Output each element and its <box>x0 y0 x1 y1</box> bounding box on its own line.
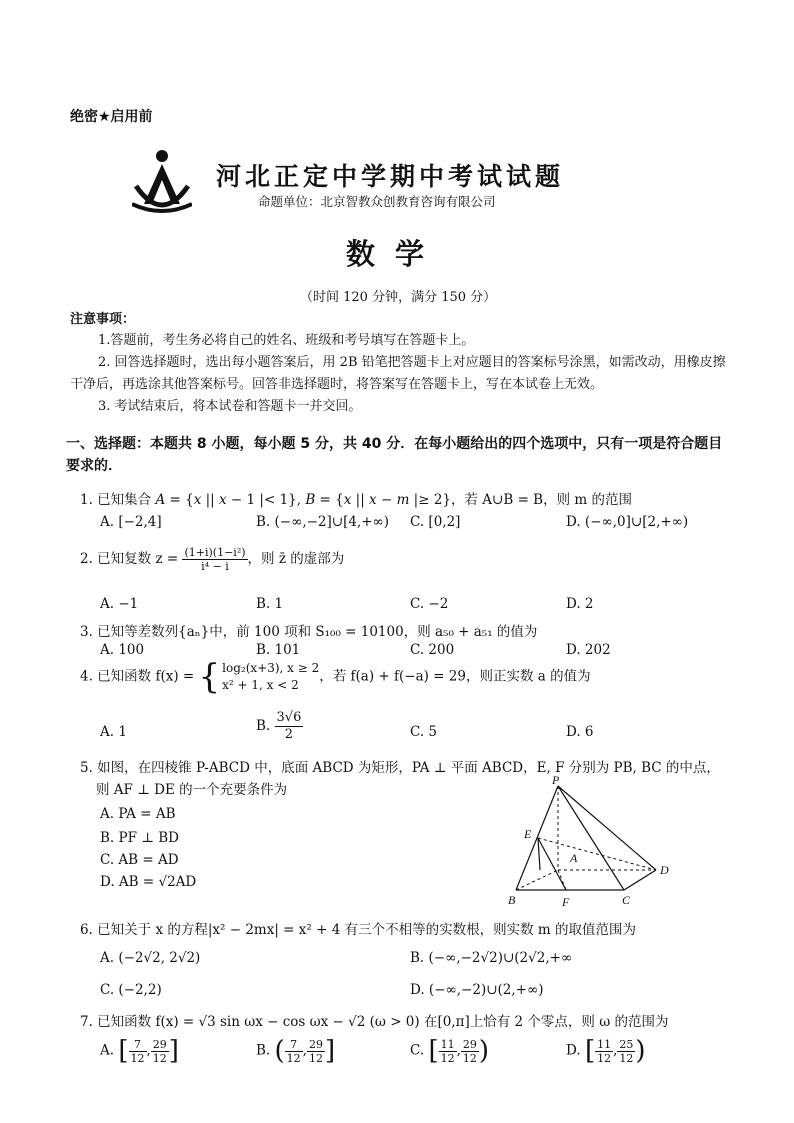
q2-option-c: C. −2 <box>410 596 449 612</box>
question-3-stem: 3. 已知等差数列{aₙ}中，前 100 项和 S₁₀₀ = 10100，则 a₅₀ + a₅₁ 的值为 <box>80 624 538 640</box>
q7-b-frac-1 <box>285 1038 303 1065</box>
q7-option-a: A. [ $\frac{7}{12}$ , $\frac{29}{12}$ ] <box>100 1036 179 1066</box>
q7-c-frac-2 <box>461 1038 479 1065</box>
q7-c-d1: 12 <box>440 1051 455 1065</box>
section-heading: 一、选择题：本题共 8 小题，每小题 5 分，共 40 分．在每小题给出的四个选项中，只有一项是符合题目要求的． <box>66 436 723 474</box>
q7-c-n2: 29 <box>462 1037 477 1051</box>
q7-d-frac-2 <box>617 1038 635 1065</box>
q4-option-b-fraction <box>275 710 304 743</box>
q2-numerator: (1+i)(1−i²) <box>184 546 246 559</box>
q6-option-d: D. (−∞,−2)∪(2,+∞) <box>410 982 544 998</box>
q2-stem-a: 2. 已知复数 z = <box>80 551 183 567</box>
notice-item: 3. 考试结束后，将本试卷和答题卡一并交回。 <box>98 399 362 414</box>
q7-d-d2: 12 <box>619 1051 634 1065</box>
q7-d-left-bracket: [ <box>584 1036 596 1066</box>
q2-option-a: A. −1 <box>100 596 139 612</box>
notice-list <box>70 330 730 418</box>
exam-unit: 命题单位：北京智教众创教育咨询有限公司 <box>258 194 496 209</box>
segment-AF-hidden <box>558 870 566 890</box>
q4-option-d: D. 6 <box>566 724 594 740</box>
question-4-stem <box>80 657 591 697</box>
segment-EF <box>538 838 566 890</box>
q4-stem-b: ，若 f(a) + f(−a) = 29，则正实数 a 的值为 <box>319 668 591 685</box>
subject-title: 数学 <box>346 237 445 271</box>
q5-option-d: D. AB = √2AD <box>100 874 197 890</box>
segment-E-mid <box>538 838 540 870</box>
q1-option-a: A. [−2,4] <box>100 514 162 530</box>
q7-b-d2: 12 <box>308 1051 323 1065</box>
q2-option-b: B. 1 <box>256 596 284 612</box>
label-C: C <box>622 893 631 907</box>
question-5-line-2: 则 AF ⊥ DE 的一个充要条件为 <box>96 782 288 798</box>
q6-option-c: C. (−2,2) <box>100 982 162 998</box>
q7-b-frac-2 <box>307 1038 325 1065</box>
q3-option-a: A. 100 <box>100 642 145 658</box>
q7-a-d2: 12 <box>152 1051 167 1065</box>
question-1-stem <box>80 488 632 508</box>
q7-c-left-bracket: [ <box>428 1036 439 1066</box>
q7-c-right-bracket: ) <box>478 1036 490 1066</box>
q7-option-b: B. ( $\frac{7}{12}$ , $\frac{29}{12}$ ] <box>256 1036 336 1066</box>
q4-brace: { <box>198 657 221 697</box>
notice-heading: 注意事项： <box>70 312 136 327</box>
q7-a-d1: 12 <box>130 1051 145 1065</box>
edge-PC <box>558 786 624 890</box>
q3-option-b: B. 101 <box>256 642 301 658</box>
q2-fraction <box>182 546 247 573</box>
q7-d-d1: 12 <box>597 1051 612 1065</box>
question-6-stem: 6. 已知关于 x 的方程|x² − 2mx| = x² + 4 有三个不相等的实数根，则实数 m 的取值范围为 <box>80 922 636 938</box>
q2-stem-b: ，则 z̄ 的虚部为 <box>247 551 345 567</box>
label-E: E <box>524 827 532 841</box>
label-F: F <box>562 895 570 909</box>
q6-option-b: B. (−∞,−2√2)∪(2√2,+∞ <box>410 950 573 966</box>
exam-title: 河北正定中学期中考试试题 <box>216 162 565 191</box>
q7-a-frac-2 <box>151 1038 169 1065</box>
q7-a-right-bracket: ] <box>168 1036 179 1066</box>
q5-option-a: A. PA = AB <box>100 806 176 822</box>
q7-c-frac-1 <box>439 1038 457 1065</box>
notice-item: 1.答题前，考生务必将自己的姓名、班级和考号填写在答题卡上。 <box>98 333 475 348</box>
q7-a-frac-1 <box>129 1038 147 1065</box>
q7-b-left-bracket: ( <box>274 1036 285 1066</box>
q7-a-n1: 7 <box>129 1038 147 1052</box>
q4-option-b-prefix: B. <box>256 718 271 734</box>
q1-option-d: D. (−∞,0]∪[2,+∞) <box>566 514 689 530</box>
label-P: P <box>552 774 560 787</box>
q4-case-2: x² + 1, x < 2 <box>222 678 299 692</box>
q7-c-d2: 12 <box>462 1051 477 1065</box>
q4-piecewise <box>222 660 319 694</box>
q7-a-n2: 29 <box>152 1037 167 1051</box>
label-D: D <box>660 863 669 877</box>
q7-d-frac-1 <box>595 1038 613 1065</box>
time-info: （时间 120 分钟，满分 150 分） <box>300 290 497 305</box>
q7-option-c: C. [ $\frac{11}{12}$ , $\frac{29}{12}$ ) <box>410 1036 490 1066</box>
q4-stem-a: 4. 已知函数 f(x) = <box>80 668 199 685</box>
q1-option-b: B. (−∞,−2]∪[4,+∞) <box>256 514 390 530</box>
q1-stem-a: 1. 已知集合 <box>80 492 156 508</box>
q1-sets: A = {x || x − 1 |< 1}, B = {x || x − m |≥ 2} <box>155 492 452 508</box>
q7-b-n1: 7 <box>285 1038 303 1052</box>
q4-b-denominator: 2 <box>284 727 294 742</box>
q7-d-right-bracket: ) <box>635 1036 646 1066</box>
question-2-stem <box>80 546 344 573</box>
q7-d-n2: 25 <box>619 1037 634 1051</box>
q1-option-c: C. [0,2] <box>410 514 461 530</box>
q7-c-prefix: C. <box>410 1042 425 1059</box>
notice-item: 2. 回答选择题时，选出每小题答案后，用 2B 铅笔把答题卡上对应题目的答案标号涂黑，如需改动，用橡皮擦干净后，再选涂其他答案标号。回答非选择题时，将答案写在答题卡上，写在本试卷上无效。 <box>70 355 726 392</box>
q3-option-d: D. 202 <box>566 642 611 658</box>
segment-DE-hidden <box>538 838 656 870</box>
edge-PB <box>516 786 558 890</box>
q7-b-n2: 29 <box>308 1037 323 1051</box>
q5-option-b: B. PF ⊥ BD <box>100 830 179 846</box>
q7-option-d: D. [ $\frac{11}{12}$ , $\frac{25}{12}$ ) <box>566 1036 646 1066</box>
label-A: A <box>570 851 578 865</box>
edge-CD <box>624 870 656 890</box>
pyramid-figure <box>496 774 686 910</box>
q4-option-c: C. 5 <box>410 724 438 740</box>
q7-b-right-bracket: ] <box>324 1036 336 1066</box>
q7-d-prefix: D. <box>566 1042 581 1059</box>
q4-option-a: A. 1 <box>100 724 127 740</box>
school-logo <box>132 146 192 216</box>
q5-option-c: C. AB = AD <box>100 852 179 868</box>
question-5-line-1: 5. 如图，在四棱锥 P-ABCD 中，底面 ABCD 为矩形，PA ⊥ 平面 ABCD，E, F 分别为 PB, BC 的中点， <box>80 760 720 776</box>
label-B: B <box>508 893 516 907</box>
q4-b-numerator: 3√6 <box>276 710 302 725</box>
question-7-stem: 7. 已知函数 f(x) = √3 sin ωx − cos ωx − √2 (ω > 0) 在[0,π]上恰有 2 个零点，则 ω 的范围为 <box>80 1014 669 1030</box>
q4-case-1: log₂(x+3), x ≥ 2 <box>222 661 320 675</box>
q2-option-d: D. 2 <box>566 596 594 612</box>
q7-b-d1: 12 <box>286 1051 301 1065</box>
q7-b-prefix: B. <box>256 1042 271 1059</box>
q7-a-prefix: A. <box>100 1042 115 1059</box>
q3-option-c: C. 200 <box>410 642 455 658</box>
q7-c-n1: 11 <box>440 1037 455 1051</box>
q7-d-n1: 11 <box>597 1037 612 1051</box>
q1-stem-b: ，若 A∪B = B，则 m 的范围 <box>451 492 632 508</box>
q7-a-left-bracket: [ <box>118 1036 129 1066</box>
q2-denominator: i⁴ − i <box>201 560 229 573</box>
q4-option-b <box>256 710 303 743</box>
q6-option-a: A. (−2√2, 2√2) <box>100 950 201 966</box>
confidential-label: 绝密★启用前 <box>70 109 153 125</box>
